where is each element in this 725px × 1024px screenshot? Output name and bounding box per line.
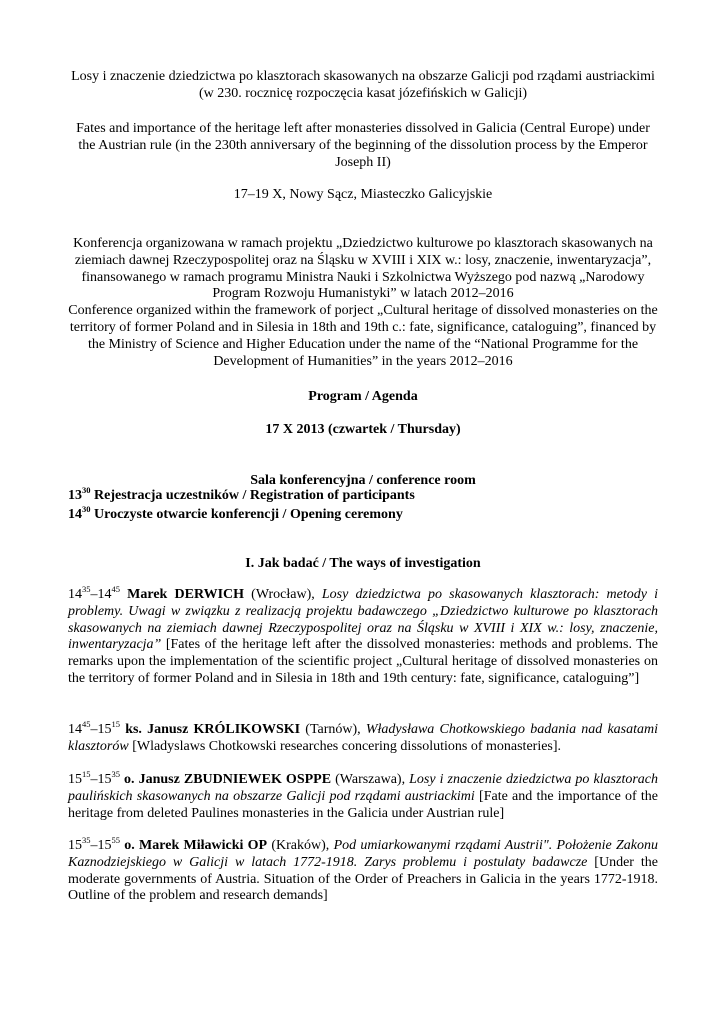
- session-heading: I. Jak badać / The ways of investigation: [245, 556, 481, 571]
- talk-translation: [Wladyslaws Chotkowski researches concering dissolutions of monasteries].: [128, 738, 562, 754]
- talk-translation: [Fates of the heritage left after the dissolved monasteries: methods and problems. The remarks upon the implementation of the scientific project „Cultural heritage of dissolved monasteries on the territory of former Poland and in Silesia in 18th and 19th century: fate, significance, cataloguing”]: [68, 637, 658, 686]
- affiliation: (Warszawa),: [331, 772, 410, 787]
- talk-start-hour: 15: [68, 838, 82, 853]
- talk-translation: [Fate and the importance of the heritage from deleted Paulines monasteries in the Galicia under Austrian rule]: [68, 788, 659, 821]
- affiliation: (Kraków),: [267, 838, 334, 853]
- project-english: Conference organized within the framework of porject „Cultural heritage of dissolved monasteries on the territory of former Poland and in Silesia in 18th and 19th c.: fate, significance, cataloguing”, financed by the Ministry of Science and Higher Education under the name of the “National Programme for the Development of Humanities” in the years 2012–2016: [68, 303, 658, 369]
- agenda-label: Uroczyste otwarcie konferencji / Opening ceremony: [94, 507, 403, 522]
- title-english: Fates and importance of the heritage left after monasteries dissolved in Galicia (Central Europe) under the Austrian rule (in the 230th anniversary of the beginning of the dissolution process by the Emperor Joseph II): [76, 121, 650, 170]
- title-polish: Losy i znaczenie dziedzictwa po klasztorach skasowanych na obszarze Galicji pod rządami austriackimi (w 230. rocznicę rozpoczęcia kasat józefińskich w Galicji): [71, 69, 655, 101]
- time-hour: 13: [68, 488, 82, 503]
- talk-start-min: 45: [82, 719, 91, 729]
- talk-end-min: 45: [111, 584, 120, 594]
- affiliation: (Wrocław),: [244, 587, 322, 602]
- agenda-label: Rejestracja uczestników / Registration of participants: [94, 488, 415, 503]
- affiliation: (Tarnów),: [300, 722, 366, 737]
- talk-title: Pod umiarkowanymi rządami Austrii". Położenie Zakonu Kaznodziejskiego w Galicji w latach 1772-1918. Zarys problemu i postulaty badawcze: [68, 838, 659, 870]
- dates-place: 17–19 X, Nowy Sącz, Miasteczko Galicyjskie: [233, 187, 493, 202]
- project-polish: Konferencja organizowana w ramach projektu „Dziedzictwo kulturowe po klasztorach skasowanych na ziemiach dawnej Rzeczypospolitej oraz na Śląsku w XVIII i XIX w.: losy, znaczenie, inwentaryzacja”, finansowanego w ramach programu Ministra Nauki i Szkolnictwa Wyższego pod nazwą „Narodowy Program Rozwoju Humanistyki” w latach 2012–2016: [73, 236, 653, 302]
- talk-entry: $14^{45}-15^{15}$ ks. Janusz KRÓLIKOWSKI (Tarnów), Władysława Chotkowskiego badania nad kasatami klasztorów [Wladyslaws Chotkowski researches concering dissolutions of monasteries].: [68, 719, 659, 754]
- speaker-name: o. Janusz ZBUDNIEWEK OSPPE: [124, 772, 332, 787]
- speaker-name: o. Marek Miławicki OP: [124, 838, 268, 853]
- speaker-name: ks. Janusz KRÓLIKOWSKI: [125, 722, 301, 737]
- talk-start-hour: 15: [68, 772, 82, 787]
- project-description: [68, 236, 658, 370]
- talk-end-min: 35: [111, 769, 120, 779]
- time-minutes: 30: [82, 504, 91, 514]
- talk-translation: [Under the moderate governments of Austria. Situation of the Order of Preachers in Galicia in the years 1772-1918. Outline of the problem and research demands]: [68, 854, 658, 904]
- talk-entry: $15^{15}-15^{35}$ o. Janusz ZBUDNIEWEK OSPPE (Warszawa), Losy i znaczenie dziedzictwa po klasztorach paulińskich skasowanych na obszarze Galicji pod rządami austriackimi [Fate and the importance of the heritage from deleted Paulines monasteries in the Galicia under Austrian rule]: [68, 769, 659, 821]
- talk-entry: $14^{35}-14^{45}$ Marek DERWICH (Wrocław), Losy dziedzictwa po skasowanych klasztorach: metody i problemy. Uwagi w związku z realizacją projektu badawczego „Dziedzictwo kulturowe po klasztorach skasowanych na ziemiach dawnej Rzeczypospolitej oraz na Śląsku w XVIII i XIX w.: losy, znaczenie, inwentaryzacja” [Fates of the heritage left after the dissolved monasteries: methods and problems. The remarks upon the implementation of the scientific project „Cultural heritage of dissolved monasteries on the territory of former Poland and in Silesia in 18th and 19th century: fate, significance, cataloguing”]: [68, 584, 658, 686]
- room-heading: Sala konferencyjna / conference room: [250, 473, 476, 488]
- day-heading: 17 X 2013 (czwartek / Thursday): [265, 422, 461, 437]
- time-minutes: 30: [82, 485, 91, 495]
- program-heading: Program / Agenda: [308, 389, 418, 404]
- agenda-item-registration: [68, 487, 658, 504]
- talk-end-hour: 15: [97, 772, 112, 787]
- talk-title: Władysława Chotkowskiego badania nad kasatami klasztorów: [68, 722, 659, 754]
- time-hour: 14: [68, 507, 82, 522]
- agenda-item-opening: [68, 506, 658, 523]
- talk-start-hour: 14: [68, 587, 82, 602]
- talk-start-min: 15: [82, 769, 91, 779]
- talk-end-min: 15: [111, 719, 120, 729]
- talk-start-min: 35: [82, 835, 91, 845]
- speaker-name: Marek DERWICH: [127, 587, 245, 602]
- talk-start-min: 35: [82, 584, 91, 594]
- talk-end-hour: 15: [97, 722, 112, 737]
- talk-end-hour: 14: [97, 587, 112, 602]
- talk-title: Losy i znaczenie dziedzictwa po klasztorach paulińskich skasowanych na obszarze Galicji pod rządami austriackimi: [68, 772, 658, 804]
- talk-title: Losy dziedzictwa po skasowanych klasztorach: metody i problemy. Uwagi w związku z realizacją projektu badawczego „Dziedzictwo kulturowe po klasztorach skasowanych na ziemiach dawnej Rzeczypospolitej oraz na Śląsku w XVIII i XIX w.: losy, znaczenie, inwentaryzacja”: [68, 587, 658, 653]
- talk-end-hour: 15: [97, 838, 112, 853]
- talk-entry: $15^{35}-15^{55}$ o. Marek Miławicki OP (Kraków), Pod umiarkowanymi rządami Austrii". Położenie Zakonu Kaznodziejskiego w Galicji w latach 1772-1918. Zarys problemu i postulaty badawcze [Under the moderate governments of Austria. Situation of the Order of Preachers in Galicia in the years 1772-1918. Outline of the problem and research demands]: [68, 835, 659, 904]
- talk-end-min: 55: [111, 835, 120, 845]
- talk-start-hour: 14: [68, 722, 82, 737]
